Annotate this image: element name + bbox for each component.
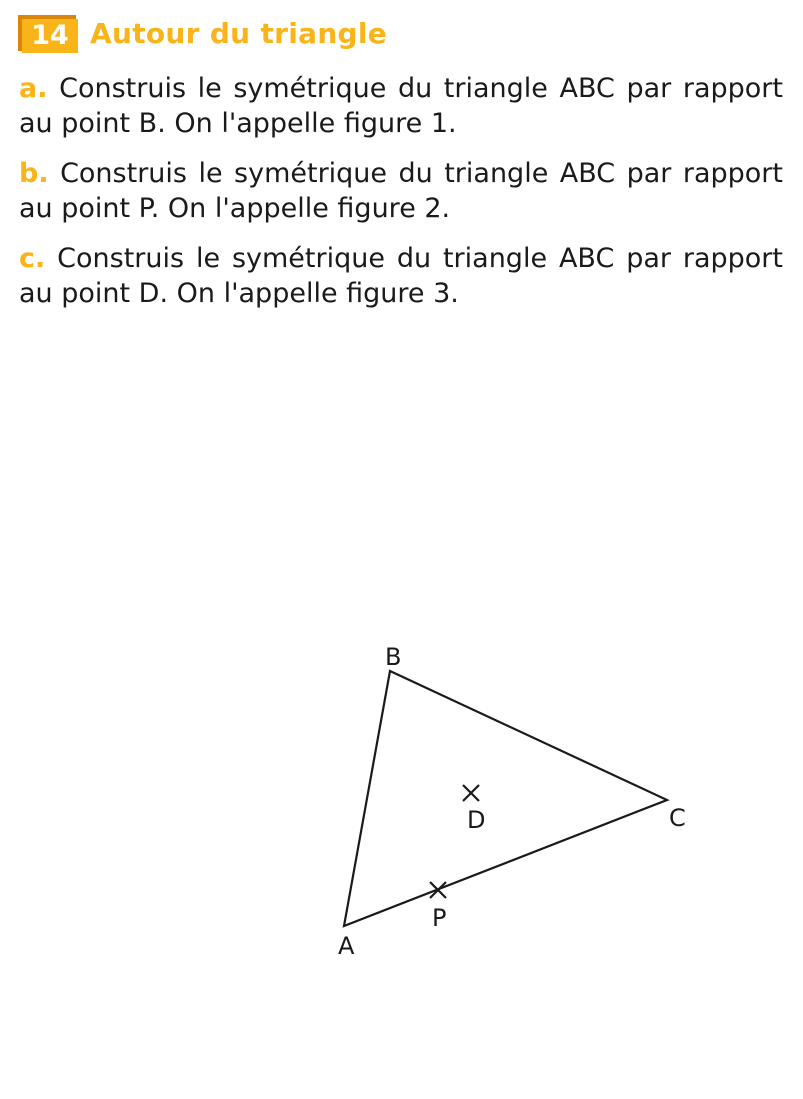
label-d: D (467, 806, 486, 834)
triangle-abc (344, 671, 667, 926)
label-p: P (432, 904, 447, 932)
label-a: A (338, 932, 355, 960)
point-d-cross (463, 785, 479, 801)
label-c: C (669, 804, 686, 832)
label-b: B (385, 643, 402, 671)
item-text: Construis le symétrique du triangle ABC par rapport au point D. On l'appelle figure 3. (19, 243, 783, 309)
point-p-cross (430, 882, 446, 898)
item-text: Construis le symétrique du triangle ABC par rapport au point P. On l'appelle figure 2. (19, 158, 783, 224)
item-letter: a. (19, 73, 48, 104)
exercise-title: Autour du triangle (90, 17, 388, 50)
item-letter: c. (19, 243, 46, 274)
item-text: Construis le symétrique du triangle ABC par rapport au point B. On l'appelle figure 1. (19, 73, 783, 139)
exercise-number: 14 (22, 19, 78, 53)
item-letter: b. (19, 158, 49, 189)
